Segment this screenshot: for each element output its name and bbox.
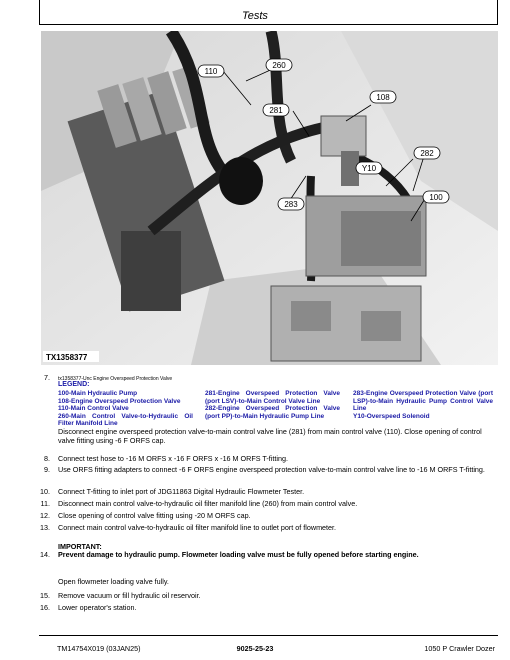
- svg-text:Y10: Y10: [361, 164, 377, 173]
- page-header-title: Tests: [242, 10, 268, 22]
- svg-text:260: 260: [272, 61, 286, 70]
- step-number: 9.: [44, 465, 50, 474]
- figure-code: [43, 351, 99, 362]
- legend-column-2: 281-Engine Overspeed Protection Valve (port LSV)-to-Main Control Valve Line 282-Engine Overspeed Protection Valve (port PP)-to-Main Hydraulic Pump Line: [205, 390, 340, 420]
- hydraulic-valve-photo: [41, 31, 498, 365]
- svg-text:TX1358377: TX1358377: [46, 353, 88, 362]
- callout-100: [423, 191, 449, 203]
- step-number: 10.: [40, 487, 50, 496]
- step-text: Disconnect main control valve-to-hydraulic oil filter manifold line (260) from main control valve.: [58, 499, 358, 508]
- svg-text:281: 281: [269, 106, 283, 115]
- step-number: 8.: [44, 454, 50, 463]
- svg-text:282: 282: [420, 149, 434, 158]
- callout-108: [370, 91, 396, 103]
- svg-text:100: 100: [429, 193, 443, 202]
- step-number: 16.: [40, 603, 50, 612]
- step-number: 12.: [40, 511, 50, 520]
- important-label: IMPORTANT:: [58, 542, 102, 551]
- step-number: 13.: [40, 523, 50, 532]
- svg-text:110: 110: [204, 67, 218, 76]
- step-text: Close opening of control valve fitting using -20 M ORFS cap.: [58, 511, 251, 520]
- svg-text:108: 108: [376, 93, 390, 102]
- step-text: Use ORFS fitting adapters to connect -6 F ORFS engine overspeed protection valve-to-main control valve line to -16 M ORFS T-fitting.: [58, 465, 485, 474]
- footer-page-number: 9025-25-23: [236, 644, 274, 653]
- step-number: 14.: [40, 550, 50, 559]
- step-number: 11.: [40, 499, 50, 508]
- step-text: Lower operator's station.: [58, 603, 137, 612]
- step-14-text: Open flowmeter loading valve fully.: [58, 577, 169, 586]
- callout-110: [198, 65, 224, 77]
- legend: [58, 390, 496, 428]
- legend-column-1: 100-Main Hydraulic Pump 108-Engine Overspeed Protection Valve 110-Main Control Valve 260-Main Control Valve-to-Hydraulic Oil Filter Manifold Line: [58, 390, 193, 428]
- callout-y10: [356, 162, 382, 174]
- footer-rule: [39, 635, 498, 636]
- step-text: Connect main control valve-to-hydraulic oil filter manifold line to outlet port of flowmeter.: [58, 523, 337, 532]
- important-text: Prevent damage to hydraulic pump. Flowmeter loading valve must be fully opened before starting engine.: [58, 550, 419, 559]
- header-rule: [39, 24, 498, 25]
- step-text: Remove vacuum or fill hydraulic oil reservoir.: [58, 591, 201, 600]
- callout-260: [266, 59, 292, 71]
- callout-283: [278, 198, 304, 210]
- legend-column-3: 283-Engine Overspeed Protection Valve (port LSP)-to-Main Hydraulic Pump Control Valve Line Y10-Overspeed Solenoid: [353, 390, 493, 420]
- step-7-text: Disconnect engine overspeed protection valve-to-main control valve line (281) from main control valve (110). Close opening of control valve fitting using -6 F ORFS cap.: [58, 427, 482, 445]
- callout-282: [414, 147, 440, 159]
- figure-caption: tx1358377-Unc Engine Overspeed Protection Valve: [58, 376, 173, 382]
- footer-machine-name: 1050 P Crawler Dozer: [424, 644, 495, 653]
- step-text: Connect test hose to -16 M ORFS x -16 F ORFS x -16 M ORFS T-fitting.: [58, 454, 288, 463]
- step-number: 7.: [44, 373, 50, 382]
- svg-text:283: 283: [284, 200, 298, 209]
- step-number: 15.: [40, 591, 50, 600]
- step-text: Connect T-fitting to inlet port of JDG11863 Digital Hydraulic Flowmeter Tester.: [58, 487, 305, 496]
- legend-label: LEGEND:: [58, 381, 90, 388]
- callout-281: [263, 104, 289, 116]
- footer-doc-id: TM14754X019 (03JAN25): [57, 644, 141, 653]
